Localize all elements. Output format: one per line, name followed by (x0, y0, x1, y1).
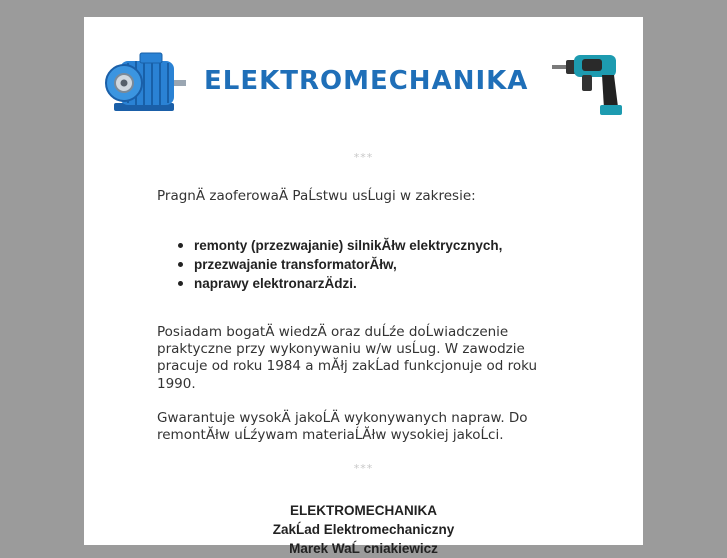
bullet-icon (178, 281, 183, 286)
service-label: przezwajanie transformatorĂłw, (194, 257, 397, 272)
electric-motor-icon (106, 47, 188, 121)
page-container (84, 17, 643, 556)
bullet-icon (178, 262, 183, 267)
guarantee-text: Gwarantuje wysokÄ jakoĹÄ wykonywanych napraw. Do remontĂłw uĹźywam materiaĹĂłw wysokiej jakoĹci. (157, 410, 528, 444)
list-item (178, 237, 502, 254)
hammer-drill-icon (552, 47, 628, 119)
logo-title: ELEKTROMECHANIKA (204, 66, 529, 96)
service-label: naprawy elektronarzÄdzi. (194, 276, 357, 291)
divider-top: *** (353, 151, 374, 164)
list-item (178, 275, 502, 292)
list-item (178, 256, 502, 273)
experience-text: Posiadam bogatÄ wiedzÄ oraz duĹźe doĹwiadczenie praktyczne przy wykonywaniu w/w usĹug. W zawodzie pracuje od roku 1984 a mĂłj zakĹad funkcjonuje od roku 1990. (157, 324, 538, 392)
company-signature (84, 501, 643, 558)
services-list (178, 237, 502, 294)
intro-text: PragnÄ zaoferowaÄ PaĹstwu usĹugi w zakresie: (157, 188, 476, 204)
service-label: remonty (przezwajanie) silnikĂłw elektrycznych, (194, 238, 503, 253)
header-banner (84, 17, 643, 135)
company-subtitle: ZakĹad Elektromechaniczny (272, 522, 455, 537)
divider-bottom: *** (353, 462, 374, 475)
bullet-icon (178, 243, 183, 248)
company-name: ELEKTROMECHANIKA (290, 503, 437, 518)
company-owner: Marek WaĹ cniakiewicz (289, 541, 438, 556)
